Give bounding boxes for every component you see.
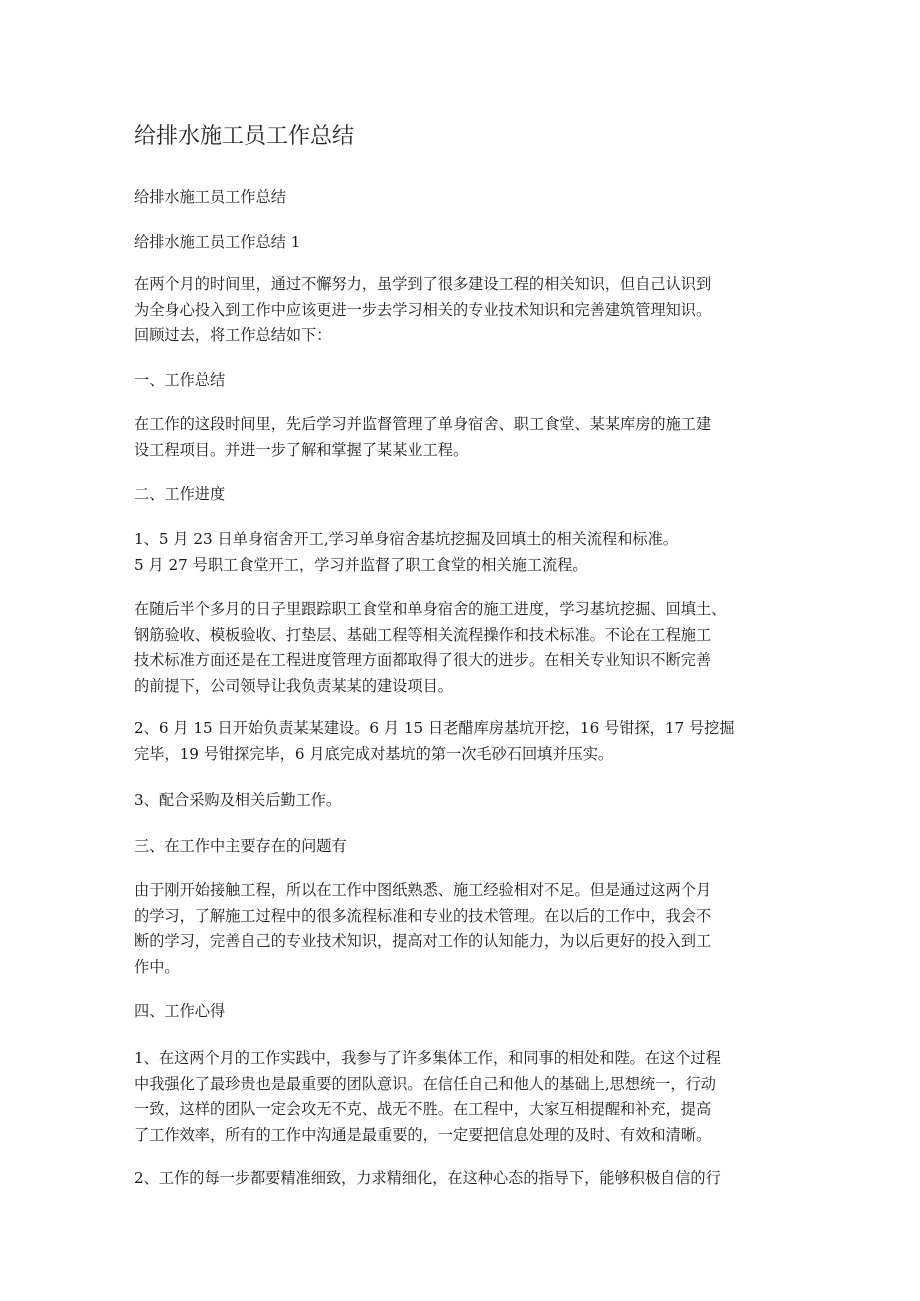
paragraph-followup xyxy=(134,597,794,699)
paragraph-intro xyxy=(134,272,794,349)
paragraph-line: 3、配合采购及相关后勤工作。 xyxy=(134,791,342,809)
paragraph-insight-2 xyxy=(134,1166,794,1192)
paragraph-problems xyxy=(134,878,794,980)
paragraph-line: 中我强化了最珍贵也是最重要的团队意识。在信任自己和他人的基础上,思想统一，行动 xyxy=(134,1074,716,1093)
heading-text: 四、工作心得 xyxy=(134,1002,226,1020)
section-heading xyxy=(134,230,794,256)
paragraph-line: 作中。 xyxy=(134,957,180,976)
paragraph-line: 的学习，了解施工过程中的很多流程标准和专业的技术管理。在以后的工作中，我会不 xyxy=(134,906,712,925)
paragraph-line: 在工作的这段时间里，先后学习并监督管理了单身宿舍、职工食堂、某某库房的施工建 xyxy=(134,415,712,433)
paragraph-line: 钢筋验收、模板验收、打垫层、基础工程等相关流程操作和技术标准。不论在工程施工 xyxy=(134,625,712,644)
paragraph-progress-1 xyxy=(134,527,794,578)
heading-text: 二、工作进度 xyxy=(134,485,226,503)
section-heading-text: 给排水施工员工作总结 1 xyxy=(134,233,301,251)
paragraph-insight-1 xyxy=(134,1046,794,1148)
paragraph-line: 2、6 月 15 日开始负责某某建设。6 月 15 日老醋库房基坑开挖，16 号钳探，17 号挖掘 xyxy=(134,719,735,737)
paragraph-line: 在随后半个多月的日子里跟踪职工食堂和单身宿舍的施工进度，学习基坑挖掘、回填土、 xyxy=(134,600,727,618)
paragraph-line: 断的学习，完善自己的专业技术知识，提高对工作的认知能力，为以后更好的投入到工 xyxy=(134,932,712,950)
paragraph-line: 5 月 27 号职工食堂开工，学习并监督了职工食堂的相关施工流程。 xyxy=(134,555,588,574)
heading-text: 一、工作总结 xyxy=(134,371,226,389)
paragraph-line: 一致，这样的团队一定会攻无不克、战无不胜。在工程中，大家互相提醒和补充，提高 xyxy=(134,1100,712,1118)
document-subtitle xyxy=(134,185,794,211)
paragraph-line: 在两个月的时间里，通过不懈努力，虽学到了很多建设工程的相关知识，但自己认识到 xyxy=(134,275,712,293)
subtitle-text: 给排水施工员工作总结 xyxy=(134,188,286,206)
paragraph-progress-2 xyxy=(134,716,794,767)
paragraph-line: 为全身心投入到工作中应该更进一步去学习相关的专业技术知识和完善建筑管理知识。 xyxy=(134,300,712,319)
paragraph-line: 1、在这两个月的工作实践中，我参与了许多集体工作，和同事的相处和陛。在这个过程 xyxy=(134,1049,721,1067)
heading-problems xyxy=(134,834,794,860)
document-title: 给排水施工员工作总结 xyxy=(134,124,355,149)
heading-work-summary xyxy=(134,368,794,394)
paragraph-line: 的前提下，公司领导让我负责某某的建设项目。 xyxy=(134,676,453,695)
paragraph-line: 技术标准方面还是在工程进度管理方面都取得了很大的进步。在相关专业知识不断完善 xyxy=(134,651,712,669)
paragraph-line: 设工程项目。并进一步了解和掌握了某某业工程。 xyxy=(134,440,469,459)
paragraph-line: 2、工作的每一步都要精准细致，力求精细化，在这种心态的指导下，能够积极自信的行 xyxy=(134,1169,721,1187)
heading-text: 三、在工作中主要存在的问题有 xyxy=(134,837,347,855)
paragraph-line: 回顾过去，将工作总结如下： xyxy=(134,326,332,344)
heading-work-progress xyxy=(134,482,794,508)
paragraph-line: 1、5 月 23 日单身宿舍开工,学习单身宿舍基坑挖掘及回填土的相关流程和标准。 xyxy=(134,530,678,548)
heading-insights xyxy=(134,999,794,1025)
paragraph-line: 完毕，19 号钳探完毕，6 月底完成对基坑的第一次毛砂石回填并压实。 xyxy=(134,744,614,763)
paragraph-work-summary xyxy=(134,412,794,463)
paragraph-progress-3 xyxy=(134,788,794,814)
paragraph-line: 了工作效率，所有的工作中沟通是最重要的，一定要把信息处理的及时、有效和清晰。 xyxy=(134,1125,712,1144)
paragraph-line: 由于刚开始接触工程，所以在工作中图纸熟悉、施工经验相对不足。但是通过这两个月 xyxy=(134,881,712,899)
